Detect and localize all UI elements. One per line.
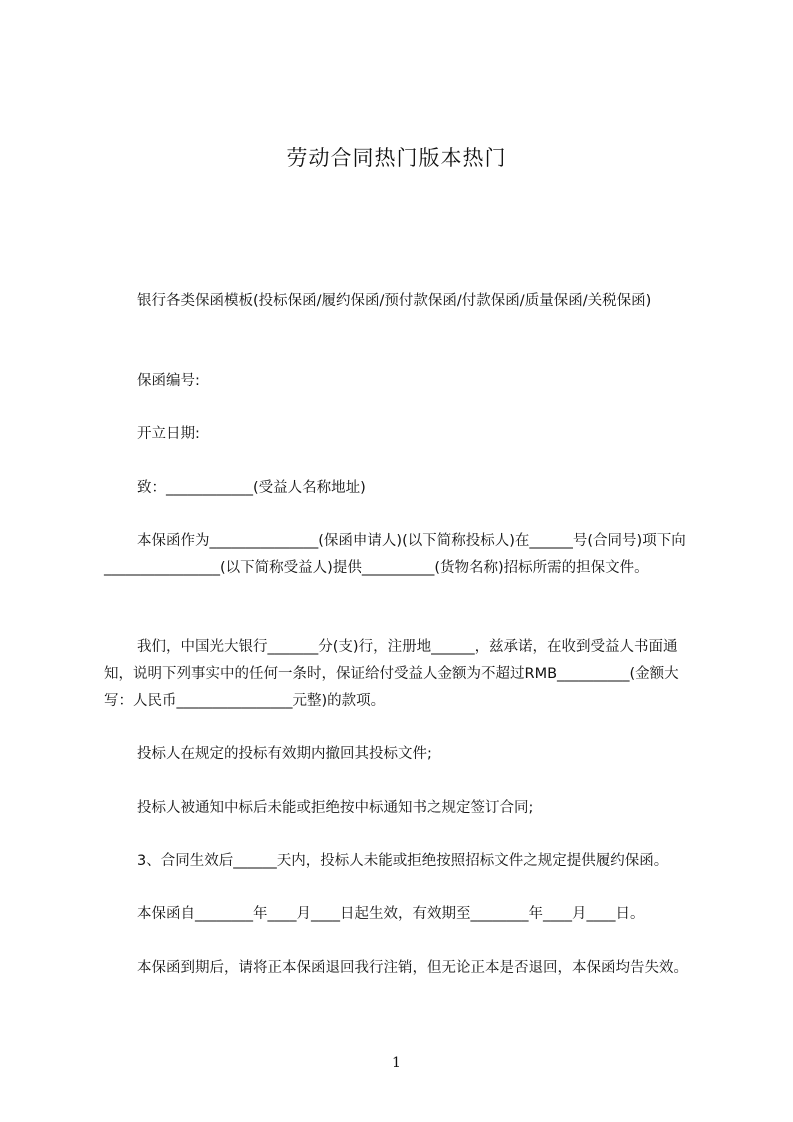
paragraph-condition-3: 3、合同生效后______天内，投标人未能或拒绝按照招标文件之规定提供履约保函。 — [137, 853, 669, 869]
paragraph-guarantee-types: 银行各类保函模板(投标保函/履约保函/预付款保函/付款保函/质量保函/关税保函) — [137, 293, 652, 309]
paragraph-validity-period: 本保函自________年____月____日起生效，有效期至________年____月____日。 — [137, 906, 645, 922]
paragraph-issue-date: 开立日期: — [137, 426, 200, 442]
paragraph-guarantee-purpose: 本保函作为_______________(保函申请人)(以下简称投标人)在______号(合同号)项下向________________(以下简称受益人)提供__________(货物名称)招标所需的担保文件。 — [104, 533, 686, 576]
paragraph-condition-1: 投标人在规定的投标有效期内撤回其投标文件; — [137, 746, 432, 762]
paragraph-bank-undertaking: 我们，中国光大银行_______分(支)行，注册地______，兹承诺，在收到受益人书面通知，说明下列事实中的任何一条时，保证给付受益人金额为不超过RMB__________(金额大写：人民币________________元整)的款项。 — [104, 639, 679, 709]
paragraph-condition-2: 投标人被通知中标后未能或拒绝按中标通知书之规定签订合同; — [137, 800, 534, 816]
paragraph-addressee: 致：____________(受益人名称地址) — [137, 480, 366, 496]
page-number: 1 — [392, 1055, 401, 1071]
paragraph-guarantee-number: 保函编号: — [137, 373, 200, 389]
document-title: 劳动合同热门版本热门 — [286, 146, 507, 170]
paragraph-expiry-return: 本保函到期后，请将正本保函退回我行注销，但无论正本是否退回，本保函均告失效。 — [137, 960, 688, 976]
